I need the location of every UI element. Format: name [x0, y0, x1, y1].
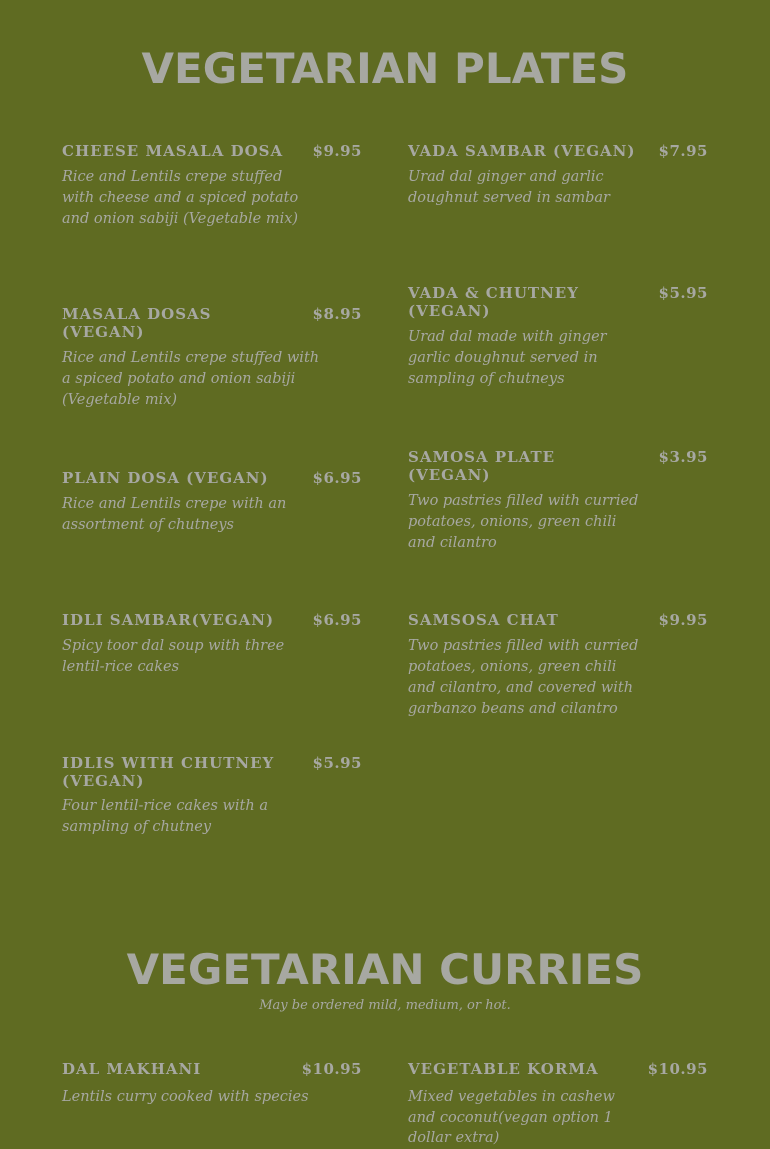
- menu-item-samosa-plate: [408, 448, 708, 554]
- item-price: $9.95: [658, 611, 708, 629]
- item-name: SAMSOSA CHAT: [408, 611, 559, 629]
- item-name: PLAIN DOSA (VEGAN): [62, 469, 269, 487]
- item-name: IDLIS WITH CHUTNEY (VEGAN): [62, 754, 275, 790]
- menu-item-cheese-masala-dosa: [62, 142, 362, 230]
- section-title-vegetarian-curries: VEGETARIAN CURRIES: [126, 945, 644, 994]
- menu-item-dal-makhani: [62, 1060, 362, 1108]
- item-price: $9.95: [312, 142, 362, 160]
- item-description: Rice and Lentils crepe with an assortment of chutneys: [62, 496, 287, 533]
- menu-item-idli-sambar: [62, 611, 362, 678]
- item-description: Lentils curry cooked with species: [62, 1089, 309, 1105]
- item-description: Rice and Lentils crepe stuffed with a spiced potato and onion sabiji (Vegetable mix): [62, 350, 320, 408]
- item-price: $5.95: [658, 284, 708, 302]
- menu-item-vada-sambar: [408, 142, 708, 209]
- item-name: VADA SAMBAR (VEGAN): [408, 142, 636, 160]
- item-price: $10.95: [301, 1060, 362, 1078]
- item-name: MASALA DOSAS (VEGAN): [62, 305, 212, 341]
- menu-item-masala-dosas: [62, 305, 362, 411]
- item-description: Four lentil-rice cakes with a sampling of chutney: [62, 798, 268, 835]
- item-price: $3.95: [658, 448, 708, 466]
- item-description: Spicy toor dal soup with three lentil-rice cakes: [62, 638, 285, 675]
- item-description: Urad dal made with ginger garlic doughnut served in sampling of chutneys: [408, 329, 607, 387]
- item-price: $6.95: [312, 611, 362, 629]
- item-price: $8.95: [312, 305, 362, 323]
- item-price: $6.95: [312, 469, 362, 487]
- menu-item-idlis-with-chutney: [62, 754, 362, 838]
- item-name: VADA & CHUTNEY (VEGAN): [408, 284, 579, 320]
- item-name: CHEESE MASALA DOSA: [62, 142, 284, 160]
- item-description: Rice and Lentils crepe stuffed with cheese and a spiced potato and onion sabiji (Vegetable mix): [62, 169, 299, 227]
- item-name: SAMOSA PLATE (VEGAN): [408, 448, 556, 484]
- menu-item-samsosa-chat: [408, 611, 708, 720]
- item-description: Mixed vegetables in cashew and coconut(vegan option 1 dollar extra): [408, 1089, 615, 1146]
- item-description: Two pastries filled with curried potatoes, onions, green chili and cilantro, and covered with garbanzo beans and cilantro: [408, 638, 639, 717]
- item-description: Two pastries filled with curried potatoes, onions, green chili and cilantro: [408, 493, 639, 551]
- section-title-vegetarian-plates: VEGETARIAN PLATES: [141, 44, 629, 93]
- menu-item-vegetable-korma: [408, 1060, 708, 1149]
- item-price: $10.95: [647, 1060, 708, 1078]
- item-name: DAL MAKHANI: [62, 1060, 202, 1078]
- item-description: Urad dal ginger and garlic doughnut served in sambar: [408, 169, 610, 206]
- section-subtitle: May be ordered mild, medium, or hot.: [259, 998, 511, 1013]
- menu-item-plain-dosa: [62, 469, 362, 536]
- item-price: $5.95: [312, 754, 362, 772]
- item-price: $7.95: [658, 142, 708, 160]
- item-name: VEGETABLE KORMA: [408, 1060, 599, 1078]
- item-name: IDLI SAMBAR(VEGAN): [62, 611, 275, 629]
- menu-item-vada-chutney: [408, 284, 708, 390]
